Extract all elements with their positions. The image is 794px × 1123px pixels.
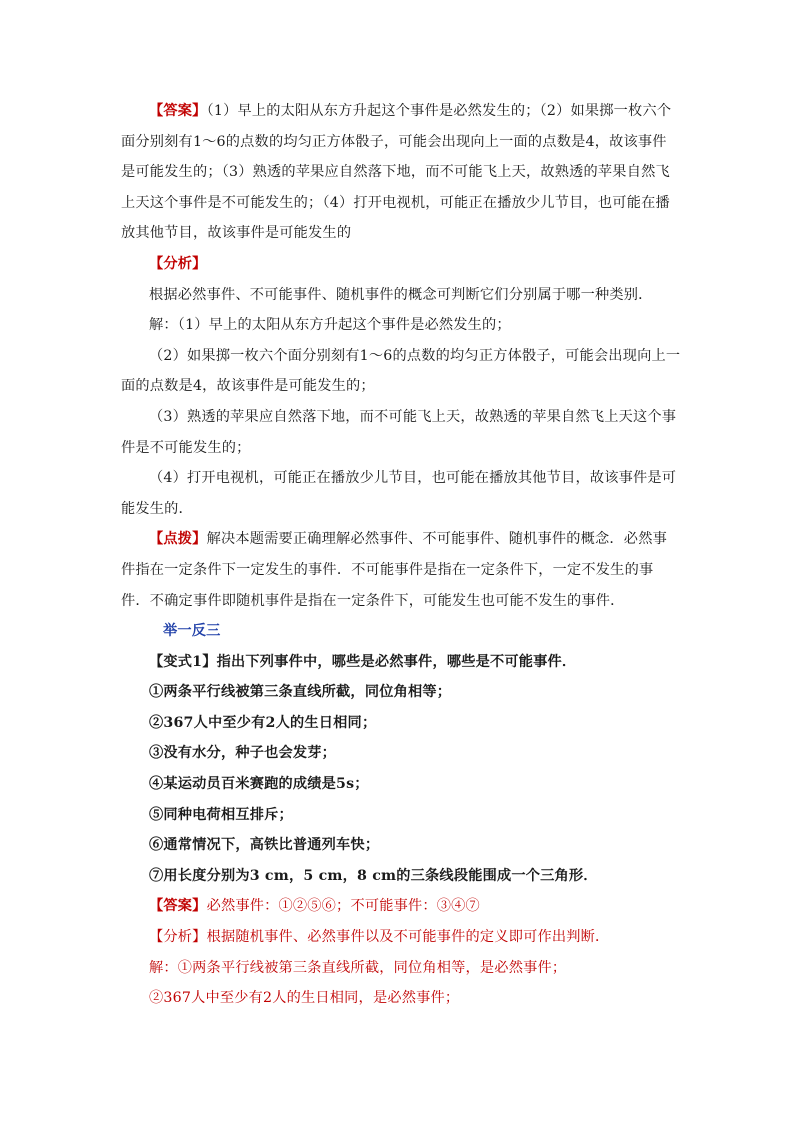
answer-text: （1）早上的太阳从东方升起这个事件是必然发生的；（2）如果掷一枚六个面分别刻有1～6的点数的均匀正方体骰子，可能会出现向上一面的点数是4，故该事件是可能发生的；（3）熟透的苹果应自然落下地，而不可能飞上天，故熟透的苹果自然飞上天这个事件是不可能发生的；（4）打开电视机，可能正在播放少儿节目，也可能在播放其他节目，故该事件是可能发生的	[121, 103, 672, 242]
answer-tag: 【答案】	[149, 103, 207, 119]
practice-heading-text: 举一反三	[163, 623, 221, 640]
variant-item-7: ⑦用长度分别为3 cm，5 cm，8 cm的三条线段能围成一个三角形．	[149, 867, 598, 884]
solution-line-4: （4）打开电视机，可能正在播放少儿节目，也可能在播放其他节目，故该事件是可能发生的．	[121, 470, 677, 517]
analysis-text-2: 根据随机事件、必然事件以及不可能事件的定义即可作出判断．	[206, 929, 610, 946]
document-body	[121, 96, 681, 1014]
practice-heading	[121, 616, 681, 647]
variant-item-4: ④某运动员百米赛跑的成绩是5s；	[149, 776, 369, 793]
answer-tag-2: 【答案】	[149, 898, 207, 915]
solution-line-3: （3）熟透的苹果应自然落下地，而不可能飞上天，故熟透的苹果自然飞上天这个事件是不可能发生的；	[121, 408, 677, 456]
answer-paragraph-2	[121, 891, 681, 922]
variant-item-3: ③没有水分，种子也会发芽；	[149, 745, 337, 762]
tip-text: 解决本题需要正确理解必然事件、不可能事件、随机事件的概念．必然事件指在一定条件下一定发生的事件．不可能事件是指在一定条件下，一定不发生的事件．不确定事件即随机事件是指在一定条件下，可能发生也可能不发生的事件．	[121, 531, 667, 609]
variant-question-text: 指出下列事件中，哪些是必然事件，哪些是不可能事件．	[216, 653, 577, 670]
solution-line-2: （2）如果掷一枚六个面分别刻有1～6的点数的均匀正方体骰子，可能会出现向上一面的点数是4，故该事件是可能发生的；	[121, 347, 681, 395]
variant-question	[121, 647, 681, 678]
answer-paragraph-1	[121, 96, 681, 249]
tip-paragraph	[121, 524, 681, 616]
variant-item-5: ⑤同种电荷相互排斥；	[149, 806, 293, 823]
variant-item-2: ②367人中至少有2人的生日相同；	[149, 714, 377, 731]
solution2-line-2: ②367人中至少有2人的生日相同，是必然事件；	[149, 990, 460, 1007]
variant-tag: 【变式1】	[149, 653, 217, 670]
analysis-paragraph-2	[121, 922, 681, 953]
variant-item-1: ①两条平行线被第三条直线所截，同位角相等；	[149, 684, 452, 701]
analysis-tag-2: 【分析】	[149, 929, 207, 946]
variant-item-6: ⑥通常情况下，高铁比普通列车快；	[149, 837, 380, 854]
analysis-tag: 【分析】	[149, 255, 207, 272]
answer-text-2: 必然事件：①②⑤⑥；不可能事件：③④⑦	[206, 898, 480, 915]
solution2-line-1: 解：①两条平行线被第三条直线所截，同位角相等，是必然事件；	[149, 959, 567, 976]
tip-tag: 【点拨】	[149, 531, 207, 548]
analysis-intro: 根据必然事件、不可能事件、随机事件的概念可判断它们分别属于哪一种类别．	[149, 286, 653, 303]
analysis-heading-1	[121, 249, 681, 280]
solution-line-1: 解：（1）早上的太阳从东方升起这个事件是必然发生的；	[149, 317, 511, 334]
